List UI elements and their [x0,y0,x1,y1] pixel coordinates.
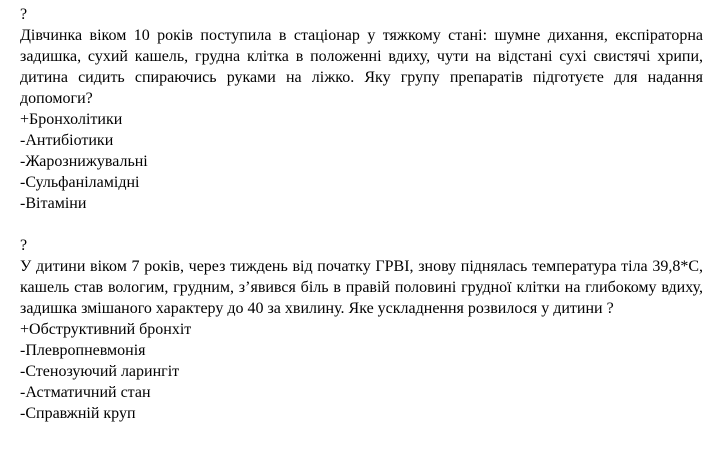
answer-option: -Стенозуючий ларингіт [20,363,180,380]
blank-line [20,214,703,235]
answer-option: -Справжній круп [20,405,136,422]
question-text: Дівчинка віком 10 років поступила в стаціонар у тяжкому стані: шумне дихання, експіраторна задишка, сухий кашель, грудна клітка в положенні вдиху, чути на відстані сухі свистячі хрипи, дитина сидить спираючись руками на ліжко. Яку групу препаратів підготуєте для надання допомоги? [20,27,703,107]
question-marker: ? [20,237,28,254]
answer-option: -Астматичний стан [20,384,151,401]
answer-option: -Вітаміни [20,195,87,212]
question-block-2 [20,235,703,424]
question-text: У дитини віком 7 років, через тиждень від початку ГРВІ, знову піднялась температура тіла 39,8*С, кашель став вологим, грудним, з’явився біль в правій половині грудної клітки на глибокому вдиху, задишка змішаного характеру до 40 за хвилину. Яке ускладнення розвилося у дитини ? [20,258,703,317]
answer-option: -Плевропневмонія [20,342,146,359]
question-block-1 [20,4,703,214]
answer-option: -Жарознижувальні [20,153,148,170]
answer-option: +Обструктивний бронхіт [20,321,192,338]
answer-option: +Бронхолітики [20,111,123,128]
question-marker: ? [20,6,28,23]
answer-option: -Сульфаніламідні [20,174,140,191]
answer-option: -Антибіотики [20,132,114,149]
